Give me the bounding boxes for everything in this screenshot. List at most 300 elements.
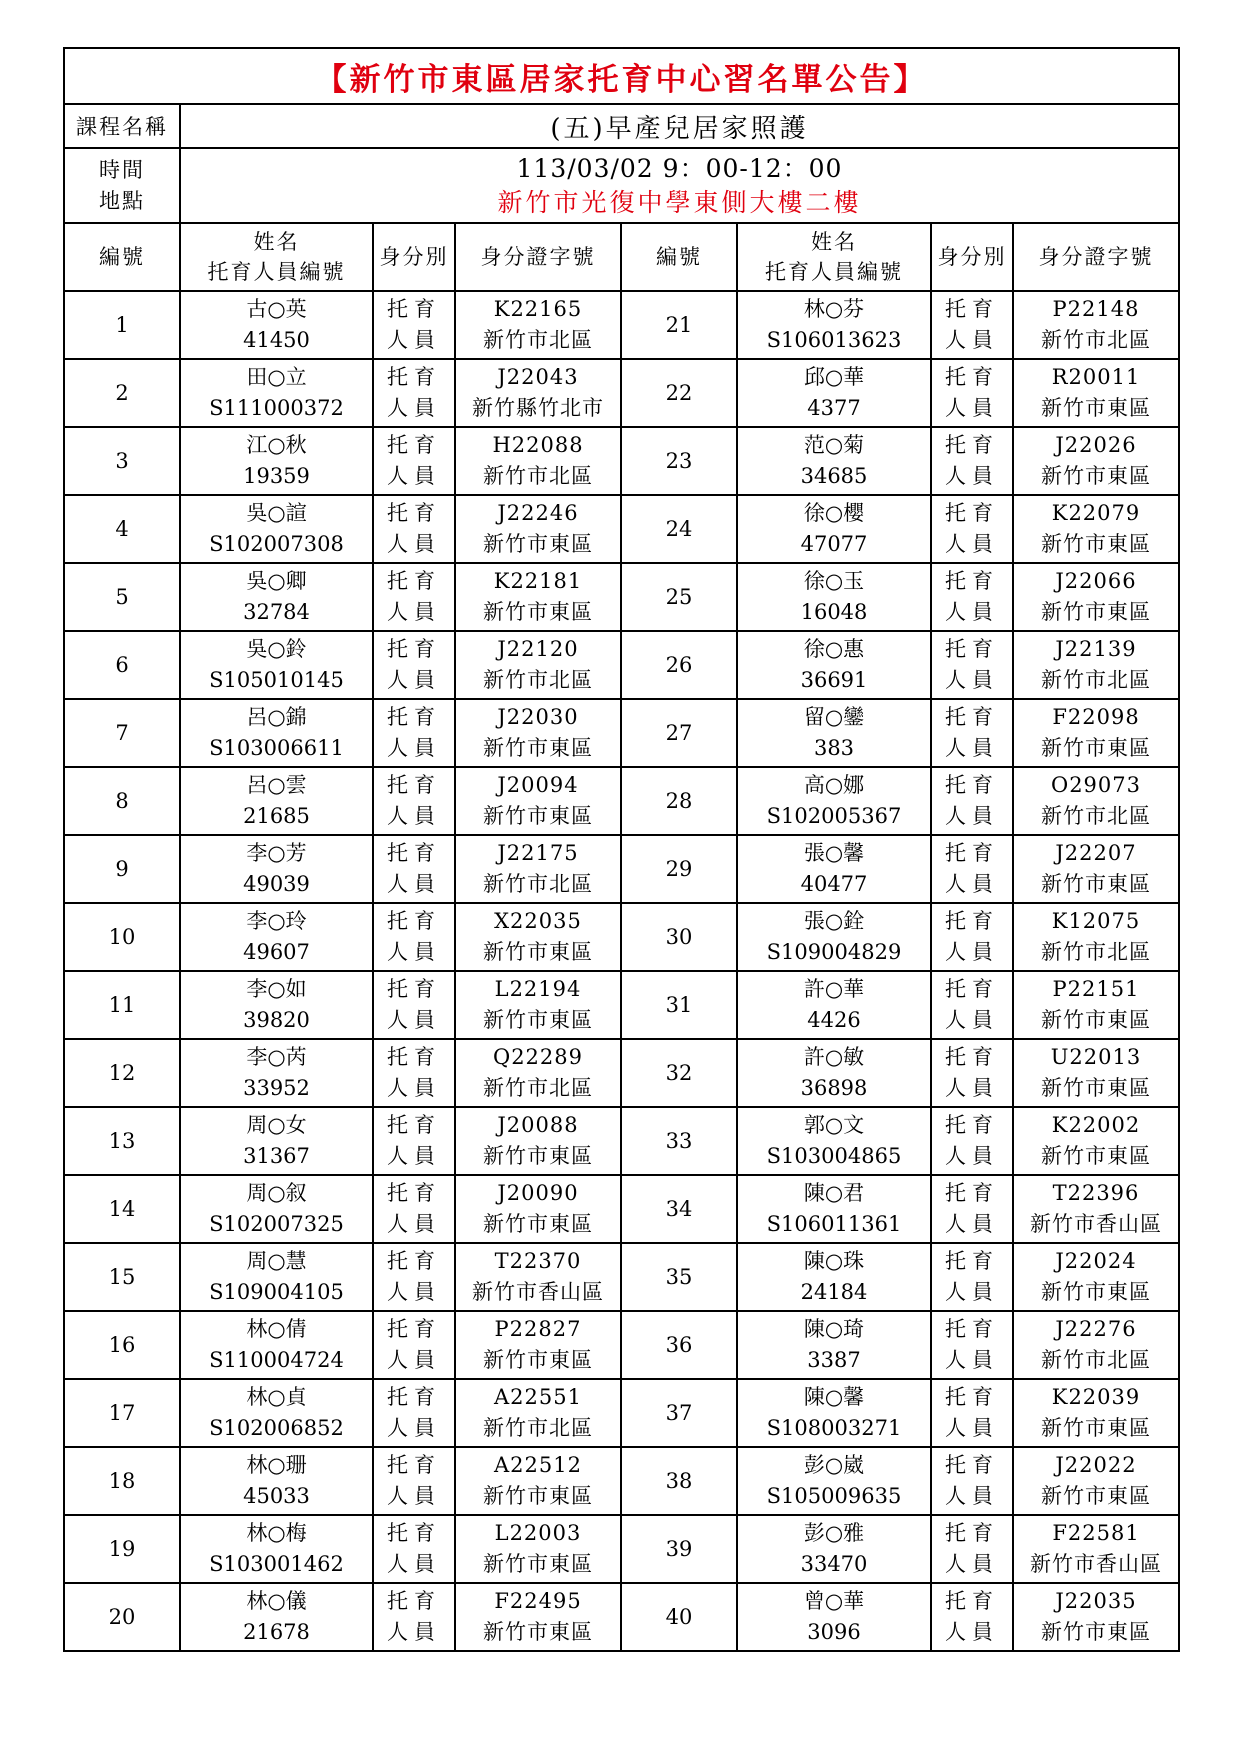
identity-type-line2: 人員 xyxy=(945,1416,999,1440)
caregiver-name: 林○芬 xyxy=(803,297,865,321)
header-name-line1: 姓名 xyxy=(253,230,300,254)
caregiver-code: 21678 xyxy=(243,1620,310,1644)
id-number: P22148 xyxy=(1052,297,1140,321)
caregiver-name: 呂○雲 xyxy=(246,773,307,797)
id-number-area xyxy=(1013,1583,1179,1651)
caregiver-name-code xyxy=(180,427,373,495)
caregiver-name: 陳○君 xyxy=(803,1181,865,1205)
caregiver-name-code xyxy=(737,427,931,495)
caregiver-name: 古○英 xyxy=(246,297,307,321)
identity-type-line2: 人員 xyxy=(387,1348,441,1372)
training-roster-table xyxy=(63,47,1180,1652)
identity-type xyxy=(373,631,455,699)
identity-type xyxy=(931,1107,1013,1175)
entry-number: 36 xyxy=(621,1311,737,1379)
residence-area: 新竹市東區 xyxy=(1041,1484,1151,1508)
caregiver-name: 吳○諠 xyxy=(246,501,307,525)
identity-type-line1: 托育 xyxy=(387,569,441,593)
caregiver-code: 4377 xyxy=(807,396,861,420)
id-number-area xyxy=(455,427,621,495)
residence-area: 新竹市東區 xyxy=(483,1008,593,1032)
id-number-area xyxy=(455,631,621,699)
table-row xyxy=(64,359,1179,427)
residence-area: 新竹市北區 xyxy=(1041,328,1151,352)
identity-type-line1: 托育 xyxy=(945,1453,999,1477)
table-row xyxy=(64,631,1179,699)
caregiver-name-code xyxy=(180,835,373,903)
identity-type-line1: 托育 xyxy=(945,841,999,865)
id-number-area xyxy=(455,835,621,903)
id-number-area xyxy=(455,291,621,359)
identity-type-line1: 托育 xyxy=(387,1045,441,1069)
identity-type-line1: 托育 xyxy=(387,1181,441,1205)
table-row xyxy=(64,291,1179,359)
caregiver-name-code xyxy=(737,563,931,631)
caregiver-code: 34685 xyxy=(800,464,868,488)
entry-number: 16 xyxy=(64,1311,180,1379)
identity-type-line1: 托育 xyxy=(945,705,999,729)
caregiver-name-code xyxy=(180,1583,373,1651)
residence-area: 新竹市東區 xyxy=(1041,1008,1151,1032)
caregiver-name-code xyxy=(180,1379,373,1447)
id-number: J20088 xyxy=(497,1113,579,1137)
identity-type-line1: 托育 xyxy=(945,501,999,525)
identity-type-line1: 托育 xyxy=(945,637,999,661)
caregiver-name: 李○芮 xyxy=(246,1045,307,1069)
caregiver-code: S111000372 xyxy=(209,396,344,420)
caregiver-code: S109004829 xyxy=(766,940,902,964)
identity-type xyxy=(373,359,455,427)
identity-type-line1: 托育 xyxy=(945,365,999,389)
identity-type xyxy=(373,1447,455,1515)
identity-type xyxy=(373,563,455,631)
caregiver-name: 彭○崴 xyxy=(803,1453,865,1477)
table-row xyxy=(64,427,1179,495)
identity-type-line1: 托育 xyxy=(387,1113,441,1137)
identity-type xyxy=(931,1515,1013,1583)
id-number-area xyxy=(1013,1243,1179,1311)
id-number: J22276 xyxy=(1055,1317,1137,1341)
entry-number: 15 xyxy=(64,1243,180,1311)
id-number-area xyxy=(1013,971,1179,1039)
caregiver-code: 36691 xyxy=(800,668,868,692)
caregiver-name-code xyxy=(180,495,373,563)
page-title: 【新竹市東區居家托育中心習名單公告】 xyxy=(64,48,1179,104)
id-number: J22030 xyxy=(497,705,579,729)
caregiver-code: 383 xyxy=(813,736,855,760)
caregiver-name: 留○鑾 xyxy=(803,705,865,729)
table-row xyxy=(64,903,1179,971)
caregiver-code: S102006852 xyxy=(209,1416,344,1440)
caregiver-code: 31367 xyxy=(243,1144,310,1168)
entry-number: 17 xyxy=(64,1379,180,1447)
residence-area: 新竹市東區 xyxy=(1041,1416,1151,1440)
entry-number: 10 xyxy=(64,903,180,971)
identity-type xyxy=(931,495,1013,563)
entry-number: 21 xyxy=(621,291,737,359)
identity-type-line1: 托育 xyxy=(387,1317,441,1341)
residence-area: 新竹市北區 xyxy=(483,464,593,488)
identity-type xyxy=(931,699,1013,767)
table-row xyxy=(64,767,1179,835)
residence-area: 新竹市東區 xyxy=(483,1552,593,1576)
entry-number: 11 xyxy=(64,971,180,1039)
caregiver-code: S103001462 xyxy=(209,1552,344,1576)
caregiver-name-code xyxy=(180,767,373,835)
identity-type xyxy=(931,1311,1013,1379)
id-number-area xyxy=(455,699,621,767)
identity-type-line1: 托育 xyxy=(945,1317,999,1341)
caregiver-name: 陳○馨 xyxy=(803,1385,865,1409)
identity-type-line2: 人員 xyxy=(387,1280,441,1304)
caregiver-name-code xyxy=(180,1175,373,1243)
id-number: K12075 xyxy=(1051,909,1141,933)
entry-number: 22 xyxy=(621,359,737,427)
identity-type-line2: 人員 xyxy=(387,940,441,964)
residence-area: 新竹縣竹北市 xyxy=(472,396,604,420)
residence-area: 新竹市北區 xyxy=(1041,668,1151,692)
identity-type-line1: 托育 xyxy=(387,501,441,525)
residence-area: 新竹市東區 xyxy=(483,600,593,624)
id-number: J22022 xyxy=(1055,1453,1137,1477)
caregiver-code: 24184 xyxy=(800,1280,868,1304)
caregiver-name: 陳○珠 xyxy=(803,1249,865,1273)
entry-number: 37 xyxy=(621,1379,737,1447)
caregiver-name: 高○娜 xyxy=(803,773,865,797)
identity-type xyxy=(931,1583,1013,1651)
table-row xyxy=(64,971,1179,1039)
residence-area: 新竹市東區 xyxy=(1041,1620,1151,1644)
residence-area: 新竹市東區 xyxy=(483,1212,593,1236)
caregiver-name-code xyxy=(180,563,373,631)
identity-type-line1: 托育 xyxy=(387,1385,441,1409)
header-name xyxy=(180,223,373,291)
entry-number: 30 xyxy=(621,903,737,971)
id-number: R20011 xyxy=(1051,365,1141,389)
caregiver-code: 16048 xyxy=(800,600,868,624)
entry-number: 23 xyxy=(621,427,737,495)
residence-area: 新竹市北區 xyxy=(483,328,593,352)
caregiver-name-code xyxy=(737,903,931,971)
identity-type-line1: 托育 xyxy=(387,909,441,933)
table-row xyxy=(64,1379,1179,1447)
caregiver-name-code xyxy=(180,1107,373,1175)
caregiver-name: 吳○卿 xyxy=(246,569,307,593)
id-number-area xyxy=(1013,1379,1179,1447)
time-place-label xyxy=(64,148,180,223)
identity-type-line2: 人員 xyxy=(945,1280,999,1304)
residence-area: 新竹市北區 xyxy=(1041,940,1151,964)
entry-number: 28 xyxy=(621,767,737,835)
id-number-area xyxy=(1013,1447,1179,1515)
id-number-area xyxy=(455,359,621,427)
header-no: 編號 xyxy=(64,223,180,291)
identity-type-line2: 人員 xyxy=(945,328,999,352)
entry-number: 32 xyxy=(621,1039,737,1107)
entry-number: 34 xyxy=(621,1175,737,1243)
time-label: 時間 xyxy=(99,157,145,182)
id-number-area xyxy=(455,971,621,1039)
table-row xyxy=(64,1175,1179,1243)
identity-type-line1: 托育 xyxy=(945,909,999,933)
id-number: J20090 xyxy=(497,1181,579,1205)
id-number: K22181 xyxy=(493,569,583,593)
identity-type xyxy=(931,1447,1013,1515)
identity-type-line1: 托育 xyxy=(945,1113,999,1137)
caregiver-name-code xyxy=(737,359,931,427)
caregiver-name: 江○秋 xyxy=(246,433,307,457)
identity-type xyxy=(931,359,1013,427)
identity-type-line2: 人員 xyxy=(387,872,441,896)
entry-number: 9 xyxy=(64,835,180,903)
id-number: P22827 xyxy=(494,1317,582,1341)
identity-type-line1: 托育 xyxy=(387,1249,441,1273)
identity-type-line2: 人員 xyxy=(945,1144,999,1168)
identity-type xyxy=(373,1175,455,1243)
table-row xyxy=(64,1515,1179,1583)
identity-type-line2: 人員 xyxy=(945,1552,999,1576)
identity-type xyxy=(931,971,1013,1039)
caregiver-name: 許○敏 xyxy=(803,1045,865,1069)
id-number-area xyxy=(1013,359,1179,427)
id-number-area xyxy=(455,495,621,563)
identity-type xyxy=(931,1379,1013,1447)
residence-area: 新竹市東區 xyxy=(1041,532,1151,556)
identity-type xyxy=(373,903,455,971)
id-number: J22024 xyxy=(1055,1249,1137,1273)
identity-type-line2: 人員 xyxy=(387,1212,441,1236)
entry-number: 31 xyxy=(621,971,737,1039)
identity-type-line1: 托育 xyxy=(387,365,441,389)
caregiver-code: 40477 xyxy=(800,872,868,896)
identity-type xyxy=(373,1107,455,1175)
identity-type-line2: 人員 xyxy=(945,1212,999,1236)
residence-area: 新竹市香山區 xyxy=(472,1280,604,1304)
identity-type xyxy=(373,1243,455,1311)
caregiver-name: 周○女 xyxy=(246,1113,307,1137)
caregiver-name: 曾○華 xyxy=(803,1589,865,1613)
caregiver-name: 田○立 xyxy=(246,365,307,389)
identity-type-line2: 人員 xyxy=(387,1552,441,1576)
entry-number: 1 xyxy=(64,291,180,359)
id-number-area xyxy=(455,903,621,971)
id-number: F22581 xyxy=(1052,1521,1140,1545)
residence-area: 新竹市北區 xyxy=(483,1416,593,1440)
id-number-area xyxy=(455,1379,621,1447)
id-number: P22151 xyxy=(1052,977,1140,1001)
identity-type-line2: 人員 xyxy=(387,532,441,556)
caregiver-name-code xyxy=(180,631,373,699)
identity-type-line1: 托育 xyxy=(387,841,441,865)
identity-type-line2: 人員 xyxy=(387,1008,441,1032)
identity-type-line2: 人員 xyxy=(387,1484,441,1508)
identity-type-line2: 人員 xyxy=(387,1416,441,1440)
id-number-area xyxy=(1013,835,1179,903)
id-number: J22035 xyxy=(1055,1589,1137,1613)
identity-type xyxy=(931,835,1013,903)
identity-type-line2: 人員 xyxy=(945,1076,999,1100)
caregiver-name-code xyxy=(737,699,931,767)
caregiver-code: S106011361 xyxy=(766,1212,902,1236)
identity-type xyxy=(931,767,1013,835)
id-number: J20094 xyxy=(497,773,579,797)
caregiver-name: 周○叙 xyxy=(246,1181,307,1205)
table-row xyxy=(64,1039,1179,1107)
caregiver-name-code xyxy=(737,1447,931,1515)
id-number: K22165 xyxy=(493,297,583,321)
residence-area: 新竹市東區 xyxy=(483,532,593,556)
identity-type-line2: 人員 xyxy=(945,1008,999,1032)
entry-number: 18 xyxy=(64,1447,180,1515)
residence-area: 新竹市北區 xyxy=(483,1076,593,1100)
id-number: J22175 xyxy=(497,841,579,865)
caregiver-name: 李○玲 xyxy=(246,909,307,933)
id-number: K22002 xyxy=(1051,1113,1141,1137)
identity-type-line2: 人員 xyxy=(387,328,441,352)
column-header-row xyxy=(64,223,1179,291)
id-number-area xyxy=(1013,495,1179,563)
entry-number: 25 xyxy=(621,563,737,631)
entry-number: 8 xyxy=(64,767,180,835)
residence-area: 新竹市香山區 xyxy=(1030,1552,1162,1576)
identity-type xyxy=(373,1515,455,1583)
caregiver-code: S108003271 xyxy=(766,1416,902,1440)
id-number-area xyxy=(1013,903,1179,971)
header-name xyxy=(737,223,931,291)
id-number: Q22289 xyxy=(492,1045,584,1069)
caregiver-code: S102005367 xyxy=(766,804,902,828)
caregiver-name: 李○芳 xyxy=(246,841,307,865)
id-number: H22088 xyxy=(492,433,584,457)
caregiver-name: 陳○琦 xyxy=(803,1317,865,1341)
entry-number: 29 xyxy=(621,835,737,903)
caregiver-name: 徐○惠 xyxy=(803,637,865,661)
table-row xyxy=(64,563,1179,631)
id-number: F22098 xyxy=(1052,705,1140,729)
header-id-number: 身分證字號 xyxy=(1013,223,1179,291)
id-number: J22207 xyxy=(1055,841,1137,865)
caregiver-name: 徐○玉 xyxy=(803,569,865,593)
residence-area: 新竹市北區 xyxy=(483,668,593,692)
id-number-area xyxy=(455,1515,621,1583)
residence-area: 新竹市東區 xyxy=(1041,872,1151,896)
id-number: U22013 xyxy=(1050,1045,1142,1069)
identity-type-line1: 托育 xyxy=(945,1589,999,1613)
caregiver-code: S102007308 xyxy=(209,532,344,556)
caregiver-code: 3096 xyxy=(807,1620,861,1644)
id-number-area xyxy=(1013,1175,1179,1243)
residence-area: 新竹市東區 xyxy=(1041,1144,1151,1168)
id-number-area xyxy=(455,1311,621,1379)
caregiver-code: S109004105 xyxy=(209,1280,344,1304)
identity-type xyxy=(373,1311,455,1379)
table-row xyxy=(64,1243,1179,1311)
caregiver-name-code xyxy=(737,1039,931,1107)
caregiver-name-code xyxy=(180,1243,373,1311)
id-number: T22396 xyxy=(1052,1181,1140,1205)
caregiver-name: 邱○華 xyxy=(803,365,865,389)
caregiver-name-code xyxy=(737,1515,931,1583)
residence-area: 新竹市東區 xyxy=(1041,1280,1151,1304)
caregiver-name-code xyxy=(737,1311,931,1379)
identity-type-line2: 人員 xyxy=(945,940,999,964)
identity-type xyxy=(931,631,1013,699)
caregiver-code: 4426 xyxy=(807,1008,861,1032)
caregiver-code: 49607 xyxy=(243,940,310,964)
caregiver-name-code xyxy=(180,1039,373,1107)
id-number: J22246 xyxy=(497,501,579,525)
caregiver-name: 呂○錦 xyxy=(246,705,307,729)
id-number-area xyxy=(1013,427,1179,495)
table-row xyxy=(64,1447,1179,1515)
id-number-area xyxy=(455,1243,621,1311)
residence-area: 新竹市東區 xyxy=(1041,736,1151,760)
caregiver-code: 36898 xyxy=(800,1076,868,1100)
entry-number: 12 xyxy=(64,1039,180,1107)
entry-number: 27 xyxy=(621,699,737,767)
identity-type-line2: 人員 xyxy=(387,600,441,624)
identity-type xyxy=(931,1039,1013,1107)
entry-number: 2 xyxy=(64,359,180,427)
caregiver-name-code xyxy=(180,1311,373,1379)
identity-type-line1: 托育 xyxy=(945,1521,999,1545)
residence-area: 新竹市東區 xyxy=(1041,600,1151,624)
caregiver-name: 林○儀 xyxy=(246,1589,307,1613)
identity-type-line1: 托育 xyxy=(387,1521,441,1545)
session-location: 新竹市光復中學東側大樓二樓 xyxy=(497,187,862,217)
caregiver-name-code xyxy=(737,1107,931,1175)
identity-type-line2: 人員 xyxy=(945,532,999,556)
identity-type xyxy=(373,495,455,563)
residence-area: 新竹市東區 xyxy=(1041,396,1151,420)
caregiver-name: 彭○雅 xyxy=(803,1521,865,1545)
identity-type-line2: 人員 xyxy=(387,736,441,760)
entry-number: 3 xyxy=(64,427,180,495)
identity-type xyxy=(373,699,455,767)
caregiver-code: 33470 xyxy=(800,1552,868,1576)
identity-type-line1: 托育 xyxy=(387,1453,441,1477)
table-row xyxy=(64,495,1179,563)
caregiver-name-code xyxy=(737,1243,931,1311)
caregiver-name-code xyxy=(737,291,931,359)
time-place-value xyxy=(180,148,1179,223)
id-number: J22139 xyxy=(1055,637,1137,661)
caregiver-name-code xyxy=(737,971,931,1039)
identity-type-line1: 托育 xyxy=(945,773,999,797)
id-number: L22003 xyxy=(494,1521,582,1545)
identity-type-line2: 人員 xyxy=(945,872,999,896)
identity-type xyxy=(373,767,455,835)
id-number: O29073 xyxy=(1050,773,1142,797)
caregiver-name: 林○珊 xyxy=(246,1453,307,1477)
residence-area: 新竹市北區 xyxy=(483,872,593,896)
caregiver-name: 李○如 xyxy=(246,977,307,1001)
identity-type-line2: 人員 xyxy=(945,736,999,760)
id-number-area xyxy=(455,563,621,631)
identity-type-line2: 人員 xyxy=(945,1348,999,1372)
caregiver-code: 33952 xyxy=(243,1076,310,1100)
id-number-area xyxy=(1013,1039,1179,1107)
residence-area: 新竹市東區 xyxy=(483,1144,593,1168)
caregiver-name-code xyxy=(737,1379,931,1447)
header-identity: 身分別 xyxy=(373,223,455,291)
id-number-area xyxy=(455,1583,621,1651)
caregiver-name: 張○銓 xyxy=(803,909,865,933)
caregiver-code: S105009635 xyxy=(766,1484,902,1508)
identity-type xyxy=(373,971,455,1039)
id-number: X22035 xyxy=(494,909,582,933)
entry-number: 24 xyxy=(621,495,737,563)
